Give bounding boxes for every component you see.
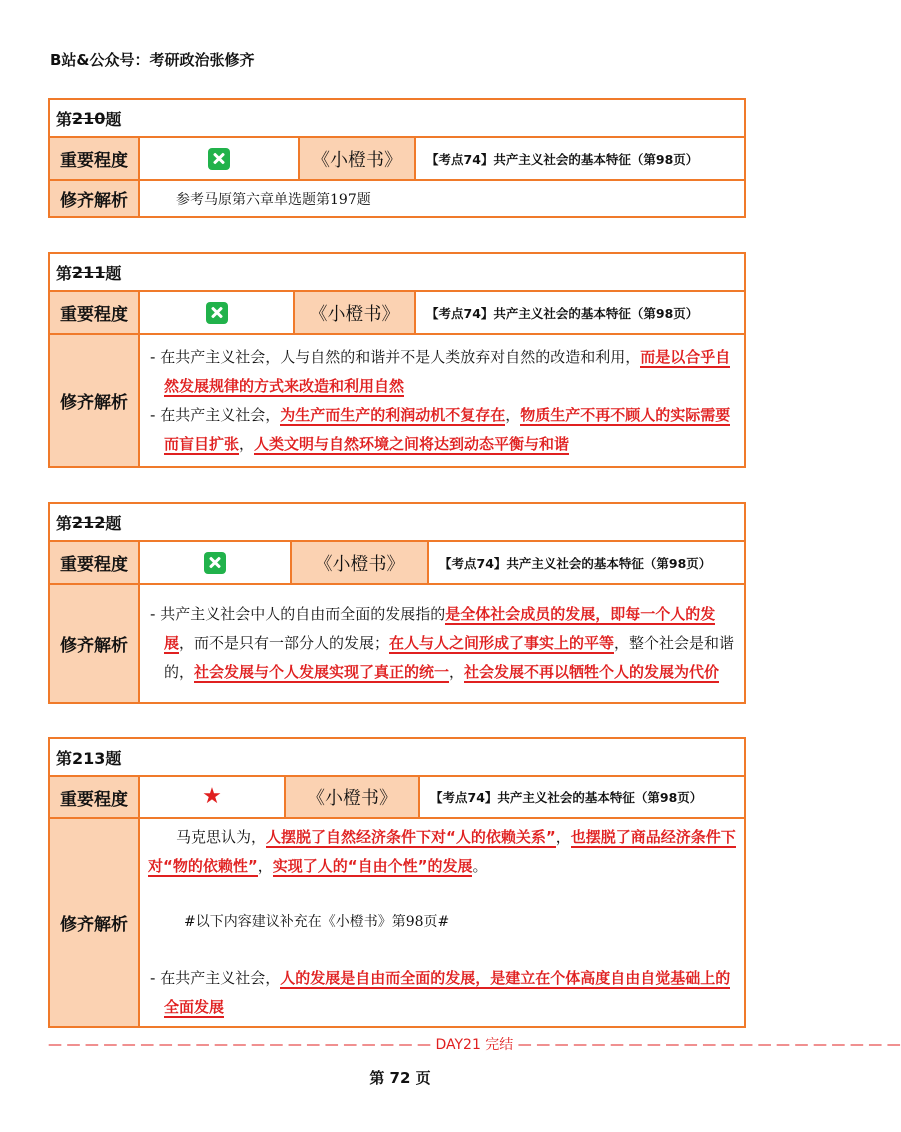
exam-point: 【考点74】共产主义社会的基本特征（第98页） [427, 542, 744, 583]
analysis-label: 修齐解析 [50, 335, 138, 466]
exam-point: 【考点74】共产主义社会的基本特征（第98页） [414, 292, 744, 333]
analysis-label: 修齐解析 [50, 181, 138, 216]
importance-label: 重要程度 [50, 138, 138, 179]
supplement-note: #以下内容建议补充在《小橙书》第98页# [184, 914, 450, 930]
book-label: 《小橙书》 [293, 292, 414, 333]
analysis-bullet: - 在共产主义社会，人的发展是自由而全面的发展，是建立在个体高度自由自觉基础上的全面发展 [150, 969, 731, 1016]
analysis-content [138, 819, 744, 1026]
x-mark-icon [208, 148, 230, 170]
importance-value [138, 777, 284, 817]
book-label: 《小橙书》 [290, 542, 427, 583]
importance-label: 重要程度 [50, 542, 138, 583]
importance-value [138, 292, 293, 333]
importance-value [138, 542, 290, 583]
x-mark-icon [204, 552, 226, 574]
analysis-text: 参考马原第六章单选题第197题 [138, 181, 744, 216]
exam-point: 【考点74】共产主义社会的基本特征（第98页） [418, 777, 744, 817]
question-211-table [48, 252, 746, 468]
question-210-table [48, 98, 746, 218]
book-label: 《小橙书》 [284, 777, 418, 817]
x-mark-icon [206, 302, 228, 324]
importance-label: 重要程度 [50, 292, 138, 333]
analysis-label: 修齐解析 [50, 585, 138, 702]
header-source: B站&公众号：考研政治张修齐 [50, 51, 255, 69]
question-title: 第 211 题 [56, 262, 122, 283]
question-title: 第 212 题 [56, 512, 122, 533]
book-label: 《小橙书》 [298, 138, 414, 179]
question-title: 第213题 [56, 748, 122, 768]
analysis-paragraph: 马克思认为，人摆脱了自然经济条件下对“人的依赖关系”，也摆脱了商品经济条件下对“物的依赖性”，实现了人的“自由个性”的发展。 [148, 828, 736, 875]
analysis-bullet: - 在共产主义社会，人与自然的和谐并不是人类放弃对自然的改造和利用，而是以合乎自然发展规律的方式来改造和利用自然 [150, 347, 731, 395]
importance-value [138, 138, 298, 179]
question-number: 210 [72, 108, 106, 128]
question-title: 第 210 题 [56, 108, 122, 129]
analysis-bullet: - 在共产主义社会，为生产而生产的利润动机不复存在，物质生产不再不顾人的实际需要而盲目扩张，人类文明与自然环境之间将达到动态平衡与和谐 [150, 405, 731, 453]
question-212-table [48, 502, 746, 704]
analysis-content [138, 335, 744, 466]
page-number: 第 72 页 [369, 1069, 431, 1087]
analysis-label: 修齐解析 [50, 819, 138, 1026]
importance-label: 重要程度 [50, 777, 138, 817]
analysis-content [138, 585, 744, 702]
analysis-bullet: - 共产主义社会中人的自由而全面的发展指的是全体社会成员的发展，即每一个人的发展，而不是只有一部分人的发展；在人与人之间形成了事实上的平等，整个社会是和谐的，社会发展与个人发展实现了真正的统一，社会发展不再以牺牲个人的发展为代价 [150, 605, 735, 681]
star-icon: ★ [202, 784, 222, 809]
question-number: 211 [72, 262, 106, 282]
question-213-table [48, 737, 746, 1028]
day-end-divider: — — — — — — — — — — — — — — — — — — — — — DAY21 完结 — — — — — — — — — — — — — — — — — — — — — [48, 1037, 901, 1053]
exam-point: 【考点74】共产主义社会的基本特征（第98页） [414, 138, 744, 179]
question-number: 212 [72, 512, 106, 532]
